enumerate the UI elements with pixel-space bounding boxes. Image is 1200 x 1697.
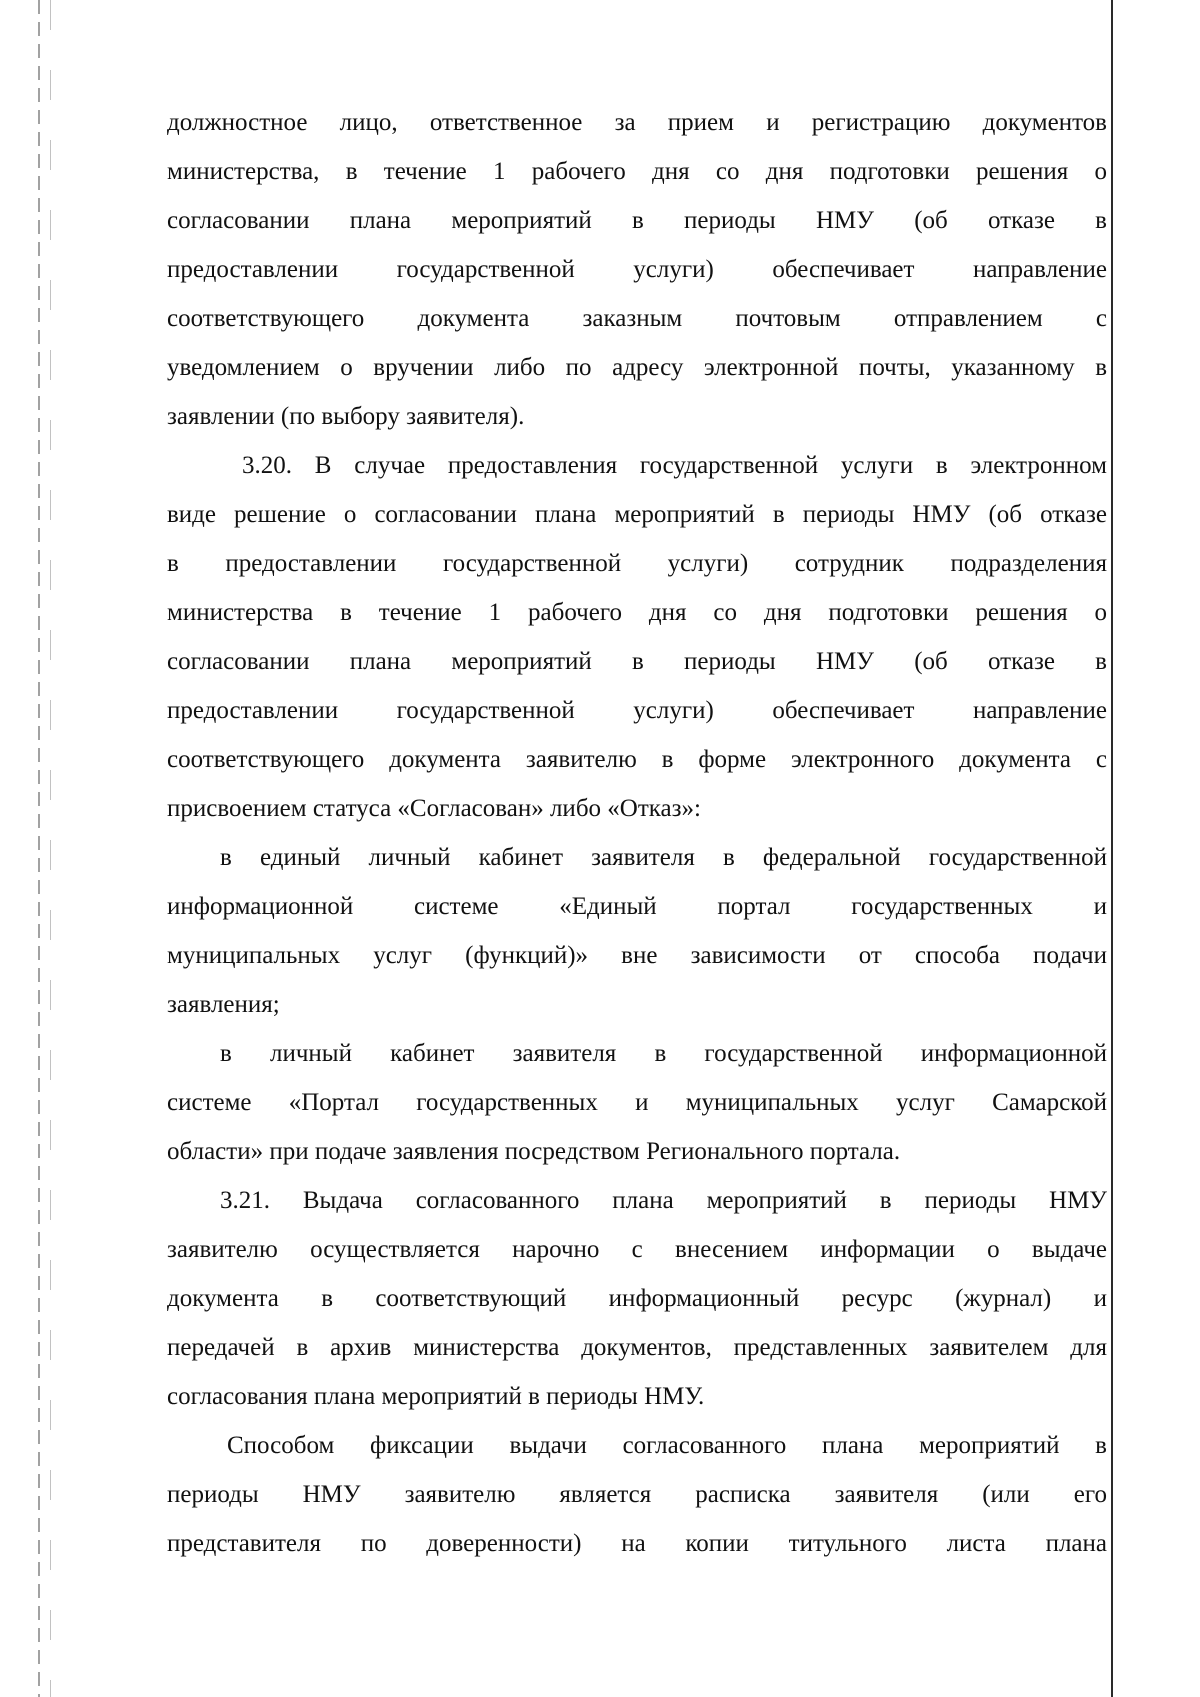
list-item-start: в личный кабинет заявителя в государственной информационной — [220, 1040, 1107, 1067]
text-line: должностное лицо, ответственное за прием и регистрацию документов — [167, 109, 1107, 136]
text-line: периоды НМУ заявителю является расписка заявителя (или его — [167, 1481, 1107, 1508]
text-line: в предоставлении государственной услуги) сотрудник подразделения — [167, 550, 1107, 577]
text-line: виде решение о согласовании плана мероприятий в периоды НМУ (об отказе — [167, 501, 1107, 528]
text-line: заявления; — [167, 991, 280, 1018]
text-line: соответствующего документа заявителю в форме электронного документа с — [167, 746, 1107, 773]
page-border-line — [1111, 0, 1113, 1697]
text-line: заявлении (по выбору заявителя). — [167, 403, 525, 430]
text-line: передачей в архив министерства документов, представленных заявителем для — [167, 1334, 1107, 1361]
text-line: соответствующего документа заказным почтовым отправлением с — [167, 305, 1107, 332]
text-line: согласовании плана мероприятий в периоды НМУ (об отказе в — [167, 207, 1107, 234]
text-line: министерства, в течение 1 рабочего дня со дня подготовки решения о — [167, 158, 1107, 185]
paragraph-start: Способом фиксации выдачи согласованного плана мероприятий в — [227, 1432, 1107, 1459]
text-line: согласования плана мероприятий в периоды НМУ. — [167, 1383, 705, 1410]
text-line: заявителю осуществляется нарочно с внесением информации о выдаче — [167, 1236, 1107, 1263]
text-line: системе «Портал государственных и муниципальных услуг Самарской — [167, 1089, 1107, 1116]
text-line: области» при подаче заявления посредством Регионального портала. — [167, 1138, 901, 1165]
text-line: информационной системе «Единый портал государственных и — [167, 893, 1107, 920]
scan-margin-artifact — [38, 0, 40, 1697]
text-line: предоставлении государственной услуги) обеспечивает направление — [167, 256, 1107, 283]
list-item-start: в единый личный кабинет заявителя в федеральной государственной — [220, 844, 1107, 871]
document-body — [167, 98, 1107, 1568]
text-line: представителя по доверенности) на копии титульного листа плана — [167, 1530, 1107, 1557]
scan-margin-artifact — [50, 0, 51, 1697]
text-line: министерства в течение 1 рабочего дня со дня подготовки решения о — [167, 599, 1107, 626]
text-line: предоставлении государственной услуги) обеспечивает направление — [167, 697, 1107, 724]
paragraph-start-3-20: 3.20. В случае предоставления государственной услуги в электронном — [242, 452, 1107, 479]
text-line: документа в соответствующий информационный ресурс (журнал) и — [167, 1285, 1107, 1312]
text-line: присвоением статуса «Согласован» либо «Отказ»: — [167, 795, 701, 822]
paragraph-start-3-21: 3.21. Выдача согласованного плана мероприятий в периоды НМУ — [220, 1187, 1107, 1214]
text-line: уведомлением о вручении либо по адресу электронной почты, указанному в — [167, 354, 1107, 381]
text-line: муниципальных услуг (функций)» вне зависимости от способа подачи — [167, 942, 1107, 969]
text-line: согласовании плана мероприятий в периоды НМУ (об отказе в — [167, 648, 1107, 675]
